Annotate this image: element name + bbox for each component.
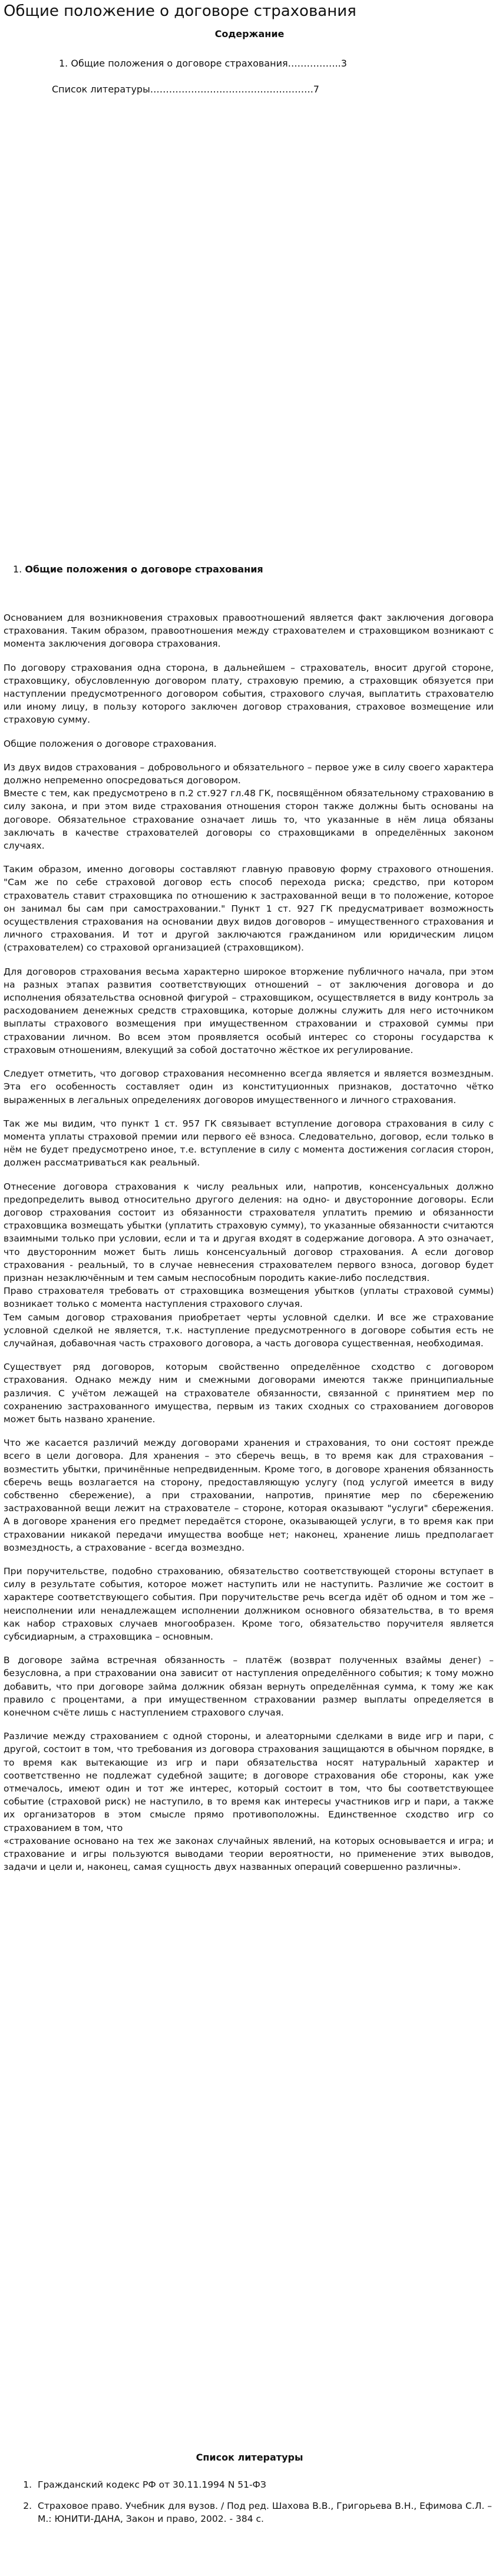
paragraph: Право страхователя требовать от страховщика возмещения убытков (уплаты страховой суммы) возникает только с момента наступления страхового случая. bbox=[4, 1286, 494, 1310]
toc-item-text: Общие положения о договоре страхования……………..3 bbox=[71, 58, 347, 69]
toc-heading: Содержание bbox=[214, 28, 285, 39]
paragraph: Вместе с тем, как предусмотрено в п.2 ст.927 гл.48 ГК, посвящённом обязательному страхованию в силу закона, и при этом виде страхования отношения сторон также должны быть основаны на договоре. Обязательное страхование означает лишь то, что указанные в нём лица обязаны заключать в качестве страхователей договоры со страховщиками в определённых законом случаях. bbox=[4, 788, 494, 852]
toc-item-text: Список литературы…………………………………………….7 bbox=[52, 84, 319, 95]
paragraph: Для договоров страхования весьма характерно широкое вторжение публичного начала, при этом на разных этапах развития соответствующих отношений – от заключения договора и до исполнения обязательства основной фигурой – страховщиком, осуществляется в виду контроль за расходованием денежных средств страховщика, которые должны служить для него источником выплаты страхового возмещения при имущественном страховании и страховой суммы при страховании личном. Во всем этом проявляется особый интерес со стороны государства к страховым отношениям, влекущий за собой достаточно жёсткое их регулирование. bbox=[4, 966, 494, 1055]
section-number: 1. bbox=[13, 564, 22, 575]
list-item-text: Страховое право. Учебник для вузов. / Под ред. Шахова В.В., Григорьева В.Н., Ефимова С.Л. – М.: ЮНИТИ-ДАНА, Закон и право, 2002. - 384 с. bbox=[38, 2501, 493, 2525]
list-item-number: 2. bbox=[23, 2501, 32, 2512]
list-item-text: Гражданский кодекс РФ от 30.11.1994 N 51-ФЗ bbox=[38, 2479, 266, 2490]
paragraph: Общие положения о договоре страхования. bbox=[4, 738, 217, 749]
paragraph: Так же мы видим, что пункт 1 ст. 957 ГК связывает вступление договора страхования в силу с момента уплаты страховой премии или первого её взноса. Следовательно, договор, если только в нём не будет предусмотрено иное, т.е. вступление в силу с момента достижения согласия сторон, должен рассматриваться как реальный. bbox=[4, 1118, 494, 1168]
paragraph: В договоре займа встречная обязанность – платёж (возврат полученных взаймы денег) – безусловна, а при страховании она зависит от наступления определённого события; к тому можно добавить, что при договоре займа должник обязан вернуть определённая сумма, к тому же как правило с процентами, а при имущественном страховании размер выплаты определяется в конечном счёте лишь с наступлением страхового случая. bbox=[4, 1655, 494, 1719]
list-item-number: 1. bbox=[23, 2479, 32, 2490]
literature-list bbox=[4, 2478, 494, 2534]
toc-item bbox=[59, 58, 347, 69]
paragraph: По договору страхования одна сторона, в дальнейшем – страхователь, вносит другой стороне, страховщику, обусловленную договором плату, страховую премию, а страховщик обязуется при наступлении предусмотренного договором события, страхового случая, выплатить страхователю или иному лицу, в пользу которого заключен договор страхования, страховое возмещение или страховую сумму. bbox=[4, 662, 494, 726]
paragraph: Из двух видов страхования – добровольного и обязательного – первое уже в силу своего характера должно непременно опосредоваться договором. bbox=[4, 761, 494, 786]
quote-paragraph: «страхование основано на тех же законах случайных явлений, на которых основывается и игра; и страхование и игры пользуются выводами теории вероятности, но применение этих выводов, задачи и цели и, наконец, самая сущность двух названных операций совершенно различны». bbox=[4, 1835, 494, 1873]
toc-item-number: 1. bbox=[59, 58, 68, 69]
paragraph: Следует отметить, что договор страхования несомненно всегда является и является возмездным. Эта его особенность составляет один из конституционных признаков, достаточно чётко выраженных в легальных определениях договоров имущественного и личного страхования. bbox=[4, 1068, 494, 1105]
section-title: Общие положения о договоре страхования bbox=[25, 564, 263, 575]
paragraph: При поручительстве, подобно страхованию, обязательство соответствующей стороны вступает в силу в результате события, которое может наступить или не наступить. Различие же состоит в характере соответствующего события. При поручительстве речь всегда идёт об одном и том же – неисполнении или ненадлежащем исполнении должником основного обязательства, в то время как набор страховых случаев многообразен. Кроме того, обязательство поручителя является субсидиарным, а страховщика – основным. bbox=[4, 1566, 494, 1643]
paragraph: Таким образом, именно договоры составляют главную правовую форму страхового отношения. "Сам же по себе страховой договор есть способ перехода риска; средство, при котором страхователь ставит страховщика по отношению к застрахованной вещи в то положение, которое он занимал бы сам при самостраховании." Пункт 1 ст. 927 ГК предусматривает возможность осуществления страхования на основании двух видов договоров – имущественного страхования и личного страхования. И тот и другой заключаются гражданином или юридическим лицом (страхователем) со страховой организацией (страховщиком). bbox=[4, 864, 494, 953]
paragraph: Тем самым договор страхования приобретает черты условной сделки. И все же страхование условной сделкой не является, т.к. наступление предусмотренного в договоре события есть не случайная, добавочная часть страхового договора, а часть договора существенная, необходимая. bbox=[4, 1312, 494, 1349]
paragraph: Существует ряд договоров, которым свойственно определённое сходство с договором страхования. Однако между ним и смежными договорами имеются также принципиальные различия. С учётом лежащей на страхователе обязанности, связанной с принятием мер по сохранению застрахованного имущества, первым из таких сходных со страхованием договоров может быть названо хранение. bbox=[4, 1362, 494, 1425]
section-body bbox=[4, 611, 494, 1884]
list-item bbox=[4, 2478, 494, 2491]
paragraph: Различие между страхованием с одной стороны, и алеаторными сделками в виде игр и пари, с другой, состоит в том, что требования из договора страхования защищаются в обычном порядке, в то время как вытекающие из игр и пари обязательства носят натуральный характер и соответственно не подлежат судебной защите; в договоре страхования обе стороны, как уже отмечалось, имеют один и тот же интерес, который состоит в том, что бы соответствующее событие (страховой риск) не наступило, в то время как интересы участников игр и пари, а также их организаторов в этом смысле прямо противоположны. Единственное сходство игр со страхованием в том, что bbox=[4, 1731, 494, 1833]
list-item bbox=[4, 2499, 494, 2525]
paragraph: Отнесение договора страхования к числу реальных или, напротив, консенсуальных должно предопределить вывод относительно другого деления: на одно- и двусторонние договоры. Если договор страхования состоит из обязанности страхователя уплатить премию и обязанности страховщика возмещать убытки (уплатить страховую сумму), то указанные обязанности считаются взаимными только при условии, если и та и другая входят в содержание договора. А это означает, что двусторонним может быть лишь консенсуальный договор страхования. А если договор страхования - реальный, то в случае невнесения страхователем первого взноса, договор будет признан незаключённым и тем самым неспособным породить какие-либо последствия. bbox=[4, 1181, 494, 1283]
section-heading bbox=[13, 563, 263, 576]
document-title: Общие положение о договоре страхования bbox=[4, 2, 356, 20]
toc-item bbox=[52, 84, 319, 95]
literature-heading: Список литературы bbox=[196, 2452, 303, 2463]
paragraph: Основанием для возникновения страховых правоотношений является факт заключения договора страхования. Таким образом, правоотношения между страхователем и страховщиком возникают с момента заключения договора страхования. bbox=[4, 612, 494, 650]
paragraph: Что же касается различий между договорами хранения и страхования, то они состоят прежде всего в цели договора. Для хранения – это сберечь вещь, в то время как для страхования – возместить убытки, причинённые непредвиденным. Кроме того, в договоре хранения обязанность сберечь вещь возлагается на сторону, предоставляющую услугу (под услугой имеется в виду собственно сбережение), а при страховании, напротив, принятие мер по сбережению застрахованной вещи лежит на страхователе – стороне, которая оказывают "услуги" сбережения. А в договоре хранения его предмет передаётся стороне, оказывающей услуги, в то время как при страховании никакой передачи имущества вообще нет; наконец, хранение лишь предполагает возмездность, а страхование - всегда возмездно. bbox=[4, 1438, 494, 1553]
